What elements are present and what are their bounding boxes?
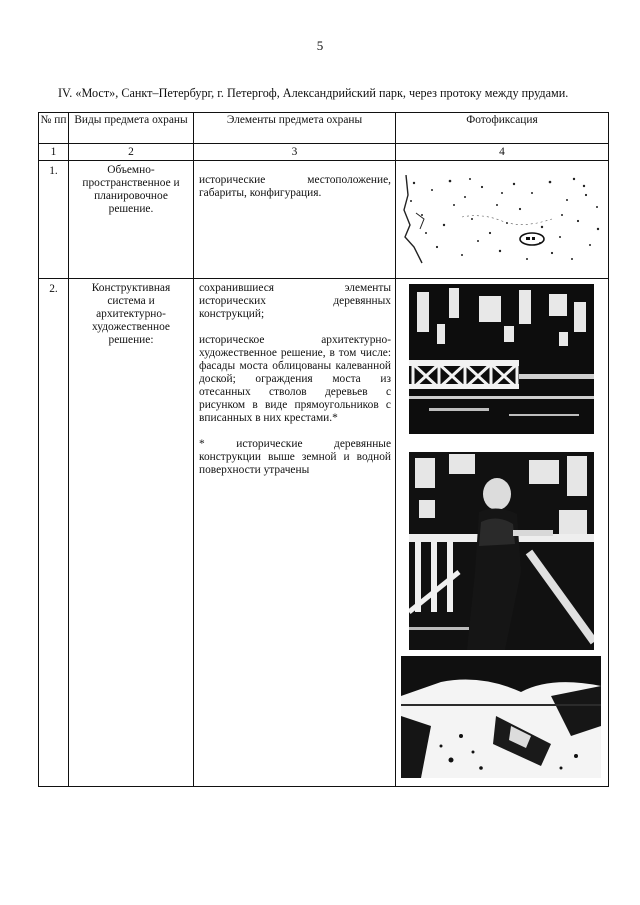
header-elements: Элементы предмета охраны — [194, 113, 396, 144]
row-number: 1. — [39, 161, 69, 279]
photo-cell — [396, 161, 609, 279]
column-number: 3 — [194, 144, 396, 161]
column-number: 1 — [39, 144, 69, 161]
element-footnote: * исторические деревянные конструкции выше земной и водной поверхности утрачены — [199, 438, 391, 476]
column-number: 2 — [69, 144, 194, 161]
document-heading: IV. «Мост», Санкт–Петербург, г. Петергоф, Александрийский парк, через протоку между прудами. — [58, 86, 569, 100]
protection-table — [38, 112, 609, 787]
column-number-row — [39, 144, 609, 161]
header-number: № пп — [39, 113, 69, 144]
woman-on-bridge-photo — [409, 452, 594, 650]
photo-cell — [396, 279, 609, 787]
bridge-detail-photo — [401, 656, 601, 778]
column-number: 4 — [396, 144, 609, 161]
element-text: историческое архитектурно-художественное решение, в том числе: фасады моста облицованы калеванной доской; ограждения моста из отесанных стволов деревьев с рисунком в виде прямоугольников с вписанных в них крестами.* — [199, 334, 391, 424]
table-header-row — [39, 113, 609, 144]
table-row — [39, 279, 609, 787]
element-text: исторические местоположение, габариты, конфигурация. — [199, 174, 391, 199]
bridge-photo — [409, 284, 594, 434]
table-row — [39, 161, 609, 279]
protection-elements — [194, 161, 396, 279]
header-type: Виды предмета охраны — [69, 113, 194, 144]
element-text: сохранившиеся элементы исторических деревянных конструкций; — [199, 282, 391, 320]
row-number: 2. — [39, 279, 69, 787]
site-plan-image — [402, 175, 604, 264]
protection-type: Объемно-пространственное и планировочное решение. — [69, 161, 194, 279]
page-number: 5 — [316, 38, 324, 53]
header-photo: Фотофиксация — [396, 113, 609, 144]
protection-type: Конструктивная система и архитектурно-художественное решение: — [69, 279, 194, 787]
protection-elements — [194, 279, 396, 787]
